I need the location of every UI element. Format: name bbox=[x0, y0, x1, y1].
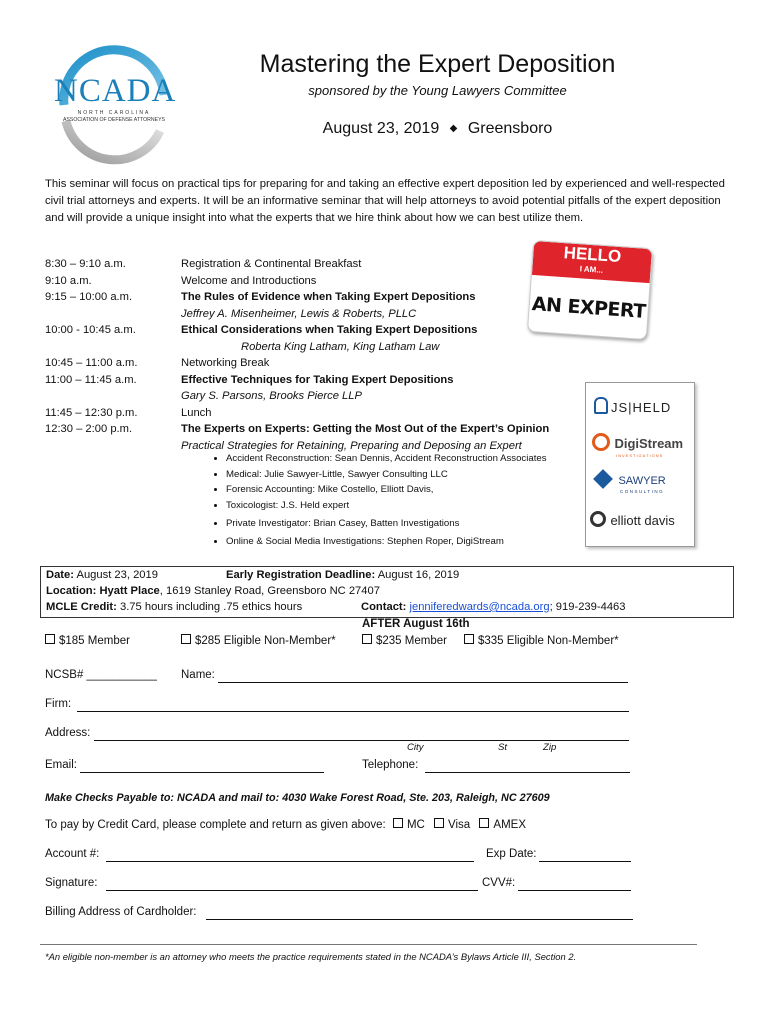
cvv-field[interactable] bbox=[518, 877, 631, 891]
event-city: Greensboro bbox=[467, 120, 553, 137]
price-after-member-checkbox[interactable]: $235 Member bbox=[362, 634, 447, 647]
digistream-logo: DigiStream INVESTIGATIONS bbox=[592, 433, 683, 458]
expert-panel-list bbox=[180, 451, 646, 549]
list-item: • Toxicologist: J.S. Held expert bbox=[226, 498, 646, 514]
digistream-icon bbox=[592, 433, 610, 451]
event-dateline bbox=[0, 120, 770, 138]
session-speaker: Gary S. Parsons, Brooks Pierce LLP bbox=[181, 390, 362, 402]
intro-paragraph: This seminar will focus on practical tips for preparing for and taking an effective expert deposition led by experienced and well-respected civil trial attorneys and experts. It will be an informative seminar that will help attorneys to avoid potential pitfalls of the expert deposition and will provide a unique insight into what the experts that we hire think about how we can best utilize them. bbox=[45, 178, 725, 224]
email-field[interactable] bbox=[80, 759, 324, 773]
address-label: Address: bbox=[45, 727, 91, 739]
credit-card-row: To pay by Credit Card, please complete and return as given above: MC Visa AMEX bbox=[45, 819, 526, 831]
footnote: *An eligible non-member is an attorney who meets the practice requirements stated in the NCADA’s Bylaws Article III, Section 2. bbox=[45, 951, 577, 962]
session-title: The Rules of Evidence when Taking Expert Depositions bbox=[181, 291, 476, 303]
schedule-time: 10:45 – 11:00 a.m. bbox=[45, 357, 138, 369]
elliott-davis-icon bbox=[590, 511, 606, 527]
visa-checkbox[interactable]: Visa bbox=[434, 819, 470, 831]
account-field[interactable] bbox=[106, 848, 474, 862]
diamond-icon: ◆ bbox=[449, 123, 458, 134]
jsheld-logo: JS|HELD bbox=[594, 397, 671, 415]
price-nonmember-checkbox[interactable]: $285 Eligible Non-Member* bbox=[181, 634, 336, 647]
sticker-iam: I AM... bbox=[579, 264, 604, 275]
session-speaker: Roberta King Latham, King Latham Law bbox=[241, 340, 440, 353]
telephone-field[interactable] bbox=[425, 759, 630, 773]
firm-label: Firm: bbox=[45, 698, 72, 710]
session-speaker: Practical Strategies for Retaining, Preparing and Deposing an Expert bbox=[181, 439, 522, 452]
sticker-hello: HELLO bbox=[563, 243, 622, 267]
hello-sticker bbox=[527, 240, 653, 340]
name-label: Name: bbox=[181, 669, 215, 681]
name-field[interactable] bbox=[218, 669, 628, 683]
ncsb-field[interactable]: NCSB# ___________ bbox=[45, 669, 157, 681]
schedule-sessions bbox=[181, 256, 581, 454]
price-after-nonmember-checkbox[interactable]: $335 Eligible Non-Member* bbox=[464, 634, 619, 647]
session-title: Welcome and Introductions bbox=[181, 274, 317, 287]
logo-line1: NORTH CAROLINA bbox=[77, 110, 151, 116]
schedule-time: 8:30 – 9:10 a.m. bbox=[45, 258, 126, 270]
sponsor-box bbox=[585, 382, 695, 547]
mc-checkbox[interactable]: MC bbox=[393, 819, 425, 831]
page-title: Mastering the Expert Deposition bbox=[259, 50, 616, 78]
footnote-divider bbox=[40, 944, 697, 945]
schedule-time: 11:00 – 11:45 a.m. bbox=[45, 373, 137, 386]
exp-date-field[interactable] bbox=[539, 848, 631, 862]
schedule-time: 12:30 – 2:00 p.m. bbox=[45, 423, 133, 435]
amex-checkbox[interactable]: AMEX bbox=[479, 819, 526, 831]
schedule-time: 9:10 a.m. bbox=[45, 274, 92, 287]
cvv-label: CVV#: bbox=[482, 877, 516, 889]
email-label: Email: bbox=[45, 759, 77, 771]
list-item: • Forensic Accounting: Mike Costello, Elliott Davis, bbox=[226, 482, 646, 498]
list-item: • Online & Social Media Investigations: Stephen Roper, DigiStream bbox=[226, 534, 646, 550]
session-title: The Experts on Experts: Getting the Most Out of the Expert’s Opinion bbox=[181, 423, 550, 435]
schedule-time: 11:45 – 12:30 p.m. bbox=[45, 406, 138, 419]
elliott-davis-logo: elliott davis bbox=[590, 511, 675, 530]
exp-date-label: Exp Date: bbox=[486, 848, 537, 860]
list-item: • Private Investigator: Brian Casey, Batten Investigations bbox=[226, 516, 646, 532]
session-title: Networking Break bbox=[181, 357, 270, 369]
address-field[interactable] bbox=[94, 727, 629, 741]
sawyer-logo: SAWYER CONSULTING bbox=[596, 471, 666, 494]
city-caption: City bbox=[407, 742, 424, 753]
list-item: • Accident Reconstruction: Sean Dennis, Accident Reconstruction Associates bbox=[226, 451, 646, 467]
signature-label: Signature: bbox=[45, 877, 98, 889]
contact-email-link[interactable]: jenniferedwards@ncada.org bbox=[409, 601, 550, 613]
event-info-box: Date: August 23, 2019 Early Registration Deadline: August 16, 2019 Location: Hyatt Place, 1619 Stanley Road, Greensboro NC 27407 MCLE Credit: 3.75 hours including .75 ethics hours Contact: jenniferedwards@ncada.org; 919-239-4463 bbox=[40, 566, 734, 618]
list-item: • Medical: Julie Sawyer-Little, Sawyer Consulting LLC bbox=[226, 467, 646, 483]
telephone-label: Telephone: bbox=[362, 759, 419, 771]
session-title: Ethical Considerations when Taking Expert Depositions bbox=[181, 324, 478, 336]
billing-field[interactable] bbox=[206, 906, 633, 920]
logo-line2: ASSOCIATION OF DEFENSE ATTORNEYS bbox=[62, 117, 166, 123]
account-label: Account #: bbox=[45, 848, 100, 860]
logo-text: NCADA bbox=[54, 73, 177, 109]
checks-payable-note: Make Checks Payable to: NCADA and mail to: 4030 Wake Forest Road, Ste. 203, Raleigh, NC 27609 bbox=[45, 792, 550, 804]
session-title: Effective Techniques for Taking Expert Depositions bbox=[181, 373, 454, 386]
zip-caption: Zip bbox=[543, 742, 557, 753]
state-caption: St bbox=[498, 742, 508, 753]
session-title: Lunch bbox=[181, 406, 212, 419]
schedule-time: 9:15 – 10:00 a.m. bbox=[45, 291, 133, 303]
session-speaker: Jeffrey A. Misenheimer, Lewis & Roberts, PLLC bbox=[181, 307, 417, 320]
schedule-time: 10:00 - 10:45 a.m. bbox=[45, 324, 136, 336]
jsheld-icon bbox=[594, 397, 608, 414]
session-title: Registration & Continental Breakfast bbox=[181, 258, 362, 270]
price-member-checkbox[interactable]: $185 Member bbox=[45, 634, 130, 647]
signature-field[interactable] bbox=[106, 877, 478, 891]
sawyer-icon bbox=[593, 469, 613, 489]
firm-field[interactable] bbox=[77, 698, 629, 712]
after-label: AFTER August 16th bbox=[362, 618, 470, 630]
event-date: August 23, 2019 bbox=[322, 120, 440, 137]
sticker-expert: AN EXPERT bbox=[531, 293, 647, 323]
page-subtitle: sponsored by the Young Lawyers Committee bbox=[308, 83, 567, 98]
billing-label: Billing Address of Cardholder: bbox=[45, 906, 197, 918]
schedule-times bbox=[45, 256, 175, 438]
